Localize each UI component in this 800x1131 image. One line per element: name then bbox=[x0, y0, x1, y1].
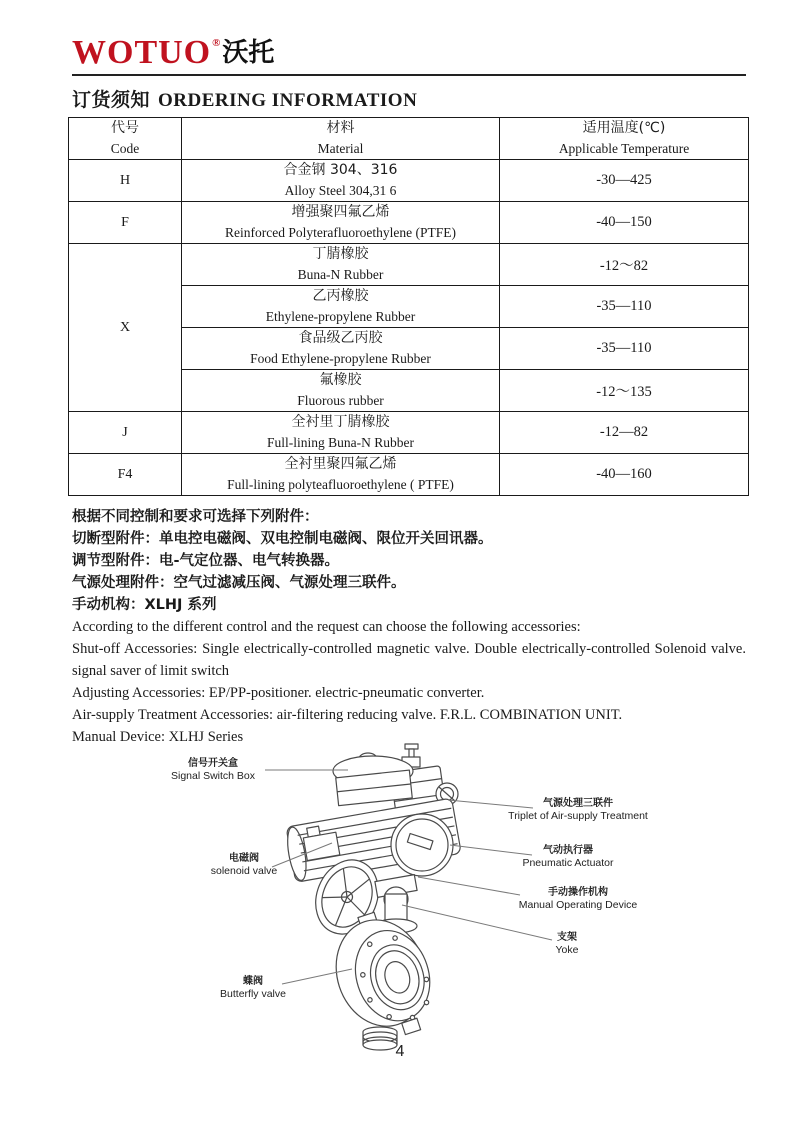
table-row bbox=[69, 412, 749, 454]
table-row bbox=[69, 160, 749, 202]
note-line-en: Shut-off Accessories: Single electrically-controlled magnetic valve. Double electrically-controlled Solenoid valve. bbox=[72, 641, 746, 657]
label-butterfly-valve: 蝶阀 Butterfly valve bbox=[220, 976, 286, 1000]
note-line-en: signal saver of limit switch bbox=[72, 663, 230, 679]
registered-trademark-icon: ® bbox=[212, 37, 221, 49]
signal-switch-box-icon bbox=[333, 753, 413, 806]
temperature-cell: -35—110 bbox=[500, 286, 749, 328]
note-line-en: According to the different control and the request can choose the following accessories: bbox=[72, 619, 581, 635]
page-title-en: ORDERING INFORMATION bbox=[158, 90, 418, 111]
temperature-cell: -40—150 bbox=[500, 202, 749, 244]
code-cell: X bbox=[69, 244, 182, 412]
table-row bbox=[69, 244, 749, 286]
page-title-zh: 订货须知 bbox=[72, 89, 151, 111]
note-line-zh: 气源处理附件：空气过滤减压阀、气源处理三联件。 bbox=[72, 575, 406, 591]
material-cell: 增强聚四氟乙烯 Reinforced Polyterafluoroethylene (PTFE) bbox=[182, 202, 500, 244]
material-cell: 氟橡胶 Fluorous rubber bbox=[182, 370, 500, 412]
page-title bbox=[72, 85, 417, 112]
brand-wordmark-cn: 沃托 bbox=[222, 38, 275, 68]
code-cell: J bbox=[69, 412, 182, 454]
header-code: 代号 Code bbox=[69, 118, 182, 160]
brand-wordmark: WOTUO bbox=[72, 34, 212, 71]
header-divider bbox=[72, 74, 746, 76]
material-cell: 全衬里丁腈橡胶 Full-lining Buna-N Rubber bbox=[182, 412, 500, 454]
page-number: 4 bbox=[395, 1043, 405, 1060]
leader-manual-operating-device bbox=[418, 877, 520, 895]
table-header-row bbox=[69, 118, 749, 160]
ordering-table bbox=[68, 117, 749, 496]
header-material: 材料 Material bbox=[182, 118, 500, 160]
label-signal-switch-box: 信号开关盒 Signal Switch Box bbox=[170, 758, 256, 782]
label-air-supply-triplet: 气源处理三联件 Triplet of Air-supply Treatment bbox=[508, 798, 648, 822]
code-cell: F bbox=[69, 202, 182, 244]
table-row bbox=[69, 202, 749, 244]
label-yoke: 支架 Yoke bbox=[555, 932, 579, 956]
note-line-zh: 切断型附件：单电控电磁阀、双电控制电磁阀、限位开关回讯器。 bbox=[72, 531, 493, 547]
temperature-cell: -35—110 bbox=[500, 328, 749, 370]
note-line-en: Adjusting Accessories: EP/PP-positioner. electric-pneumatic converter. bbox=[72, 685, 485, 701]
note-line-zh: 根据不同控制和要求可选择下列附件： bbox=[72, 509, 319, 525]
table-row bbox=[69, 454, 749, 496]
temperature-cell: -12—82 bbox=[500, 412, 749, 454]
temperature-cell: -30—425 bbox=[500, 160, 749, 202]
accessories-notes bbox=[72, 506, 746, 748]
material-cell: 全衬里聚四氟乙烯 Full-lining polyteafluoroethylene ( PTFE) bbox=[182, 454, 500, 496]
material-cell: 食品级乙丙胶 Food Ethylene-propylene Rubber bbox=[182, 328, 500, 370]
label-pneumatic-actuator: 气动执行器 Pneumatic Actuator bbox=[522, 845, 614, 869]
label-manual-operating-device: 手动操作机构 Manual Operating Device bbox=[518, 887, 638, 911]
header-temperature: 适用温度(℃) Applicable Temperature bbox=[500, 118, 749, 160]
temperature-cell: -40—160 bbox=[500, 454, 749, 496]
note-line-en: Manual Device: XLHJ Series bbox=[72, 729, 244, 745]
label-solenoid-valve: 电磁阀 solenoid valve bbox=[210, 853, 278, 877]
material-cell: 丁腈橡胶 Buna-N Rubber bbox=[182, 244, 500, 286]
leader-pneumatic-actuator bbox=[450, 845, 532, 855]
note-line-zh: 调节型附件：电-气定位器、电气转换器。 bbox=[72, 553, 340, 569]
note-line-en: Air-supply Treatment Accessories: air-filtering reducing valve. F.R.L. COMBINATION UNIT. bbox=[72, 707, 623, 723]
temperature-cell: -12～82 bbox=[500, 244, 749, 286]
brand-logo bbox=[72, 36, 274, 70]
temperature-cell: -12～135 bbox=[500, 370, 749, 412]
code-cell: F4 bbox=[69, 454, 182, 496]
code-cell: H bbox=[69, 160, 182, 202]
valve-assembly-diagram bbox=[150, 742, 680, 1054]
material-cell: 乙丙橡胶 Ethylene-propylene Rubber bbox=[182, 286, 500, 328]
material-cell: 合金钢 304、316 Alloy Steel 304,31 6 bbox=[182, 160, 500, 202]
note-line-zh: 手动机构：XLHJ 系列 bbox=[72, 597, 217, 613]
